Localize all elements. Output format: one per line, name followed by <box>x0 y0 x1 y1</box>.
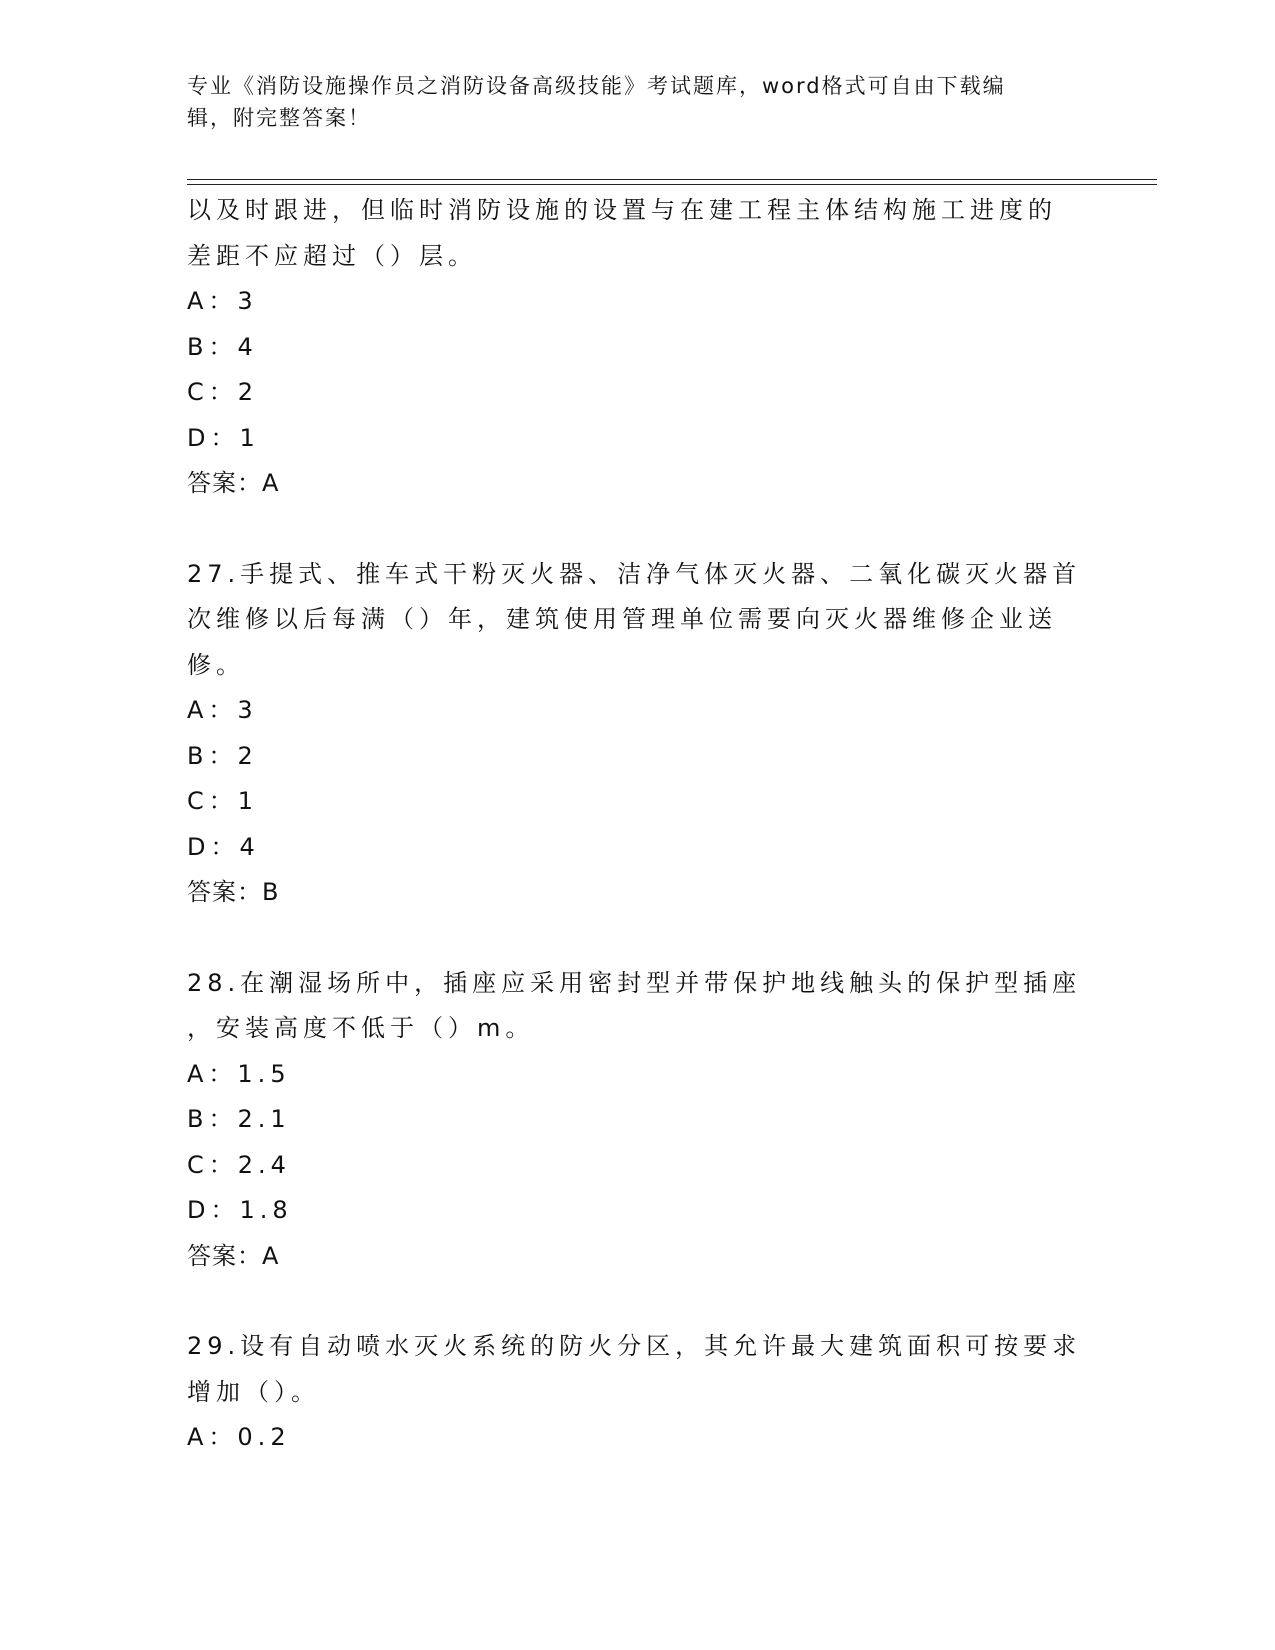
header-divider-top <box>187 179 1157 180</box>
question-stem-line: 29.设有自动喷水灭火系统的防火分区，其允许最大建筑面积可按要求 <box>187 1332 1082 1360</box>
question-stem-line: 以及时跟进，但临时消防设施的设置与在建工程主体结构施工进度的 <box>187 196 1057 224</box>
answer-line: 答案：B <box>187 878 280 906</box>
option-b: B：2.1 <box>187 1105 291 1133</box>
question-stem-line: 增加（）。 <box>187 1377 320 1406</box>
option-d: D：1 <box>187 423 260 452</box>
option-a: A：3 <box>187 696 258 724</box>
document-header <box>187 70 1067 134</box>
question-stem-line: 差距不应超过（）层。 <box>187 241 477 270</box>
question-block <box>187 961 1087 1280</box>
answer-line: 答案：A <box>187 1241 280 1270</box>
question-stem-line: 28.在潮湿场所中，插座应采用密封型并带保护地线触头的保护型插座 <box>187 968 1082 997</box>
question-stem-line: 修。 <box>187 650 245 679</box>
spacer <box>187 916 1087 961</box>
question-list <box>187 188 1087 1461</box>
option-c: C：1 <box>187 787 259 815</box>
option-a: A：1.5 <box>187 1059 291 1088</box>
question-block <box>187 552 1087 916</box>
option-a: A：0.2 <box>187 1423 291 1451</box>
question-stem-line: ，安装高度不低于（）m。 <box>187 1014 535 1042</box>
spacer <box>187 1279 1087 1324</box>
option-c: C：2.4 <box>187 1150 291 1179</box>
option-d: D：4 <box>187 832 260 861</box>
spacer <box>187 507 1087 552</box>
header-line-1: 专业《消防设施操作员之消防设备高级技能》考试题库，word格式可自由下载编 <box>187 74 1006 98</box>
header-line-2: 辑，附完整答案！ <box>187 106 371 130</box>
header-divider-bottom <box>187 184 1157 185</box>
question-stem-line: 次维修以后每满（）年，建筑使用管理单位需要向灭火器维修企业送 <box>187 605 1057 633</box>
answer-line: 答案：A <box>187 469 280 497</box>
question-block <box>187 1324 1087 1461</box>
option-d: D：1.8 <box>187 1196 293 1224</box>
option-b: B：2 <box>187 741 258 770</box>
option-b: B：4 <box>187 332 258 361</box>
question-stem-line: 27.手提式、推车式干粉灭火器、洁净气体灭火器、二氧化碳灭火器首 <box>187 559 1082 588</box>
option-c: C：2 <box>187 378 259 406</box>
option-a: A：3 <box>187 287 258 315</box>
question-block <box>187 188 1087 507</box>
